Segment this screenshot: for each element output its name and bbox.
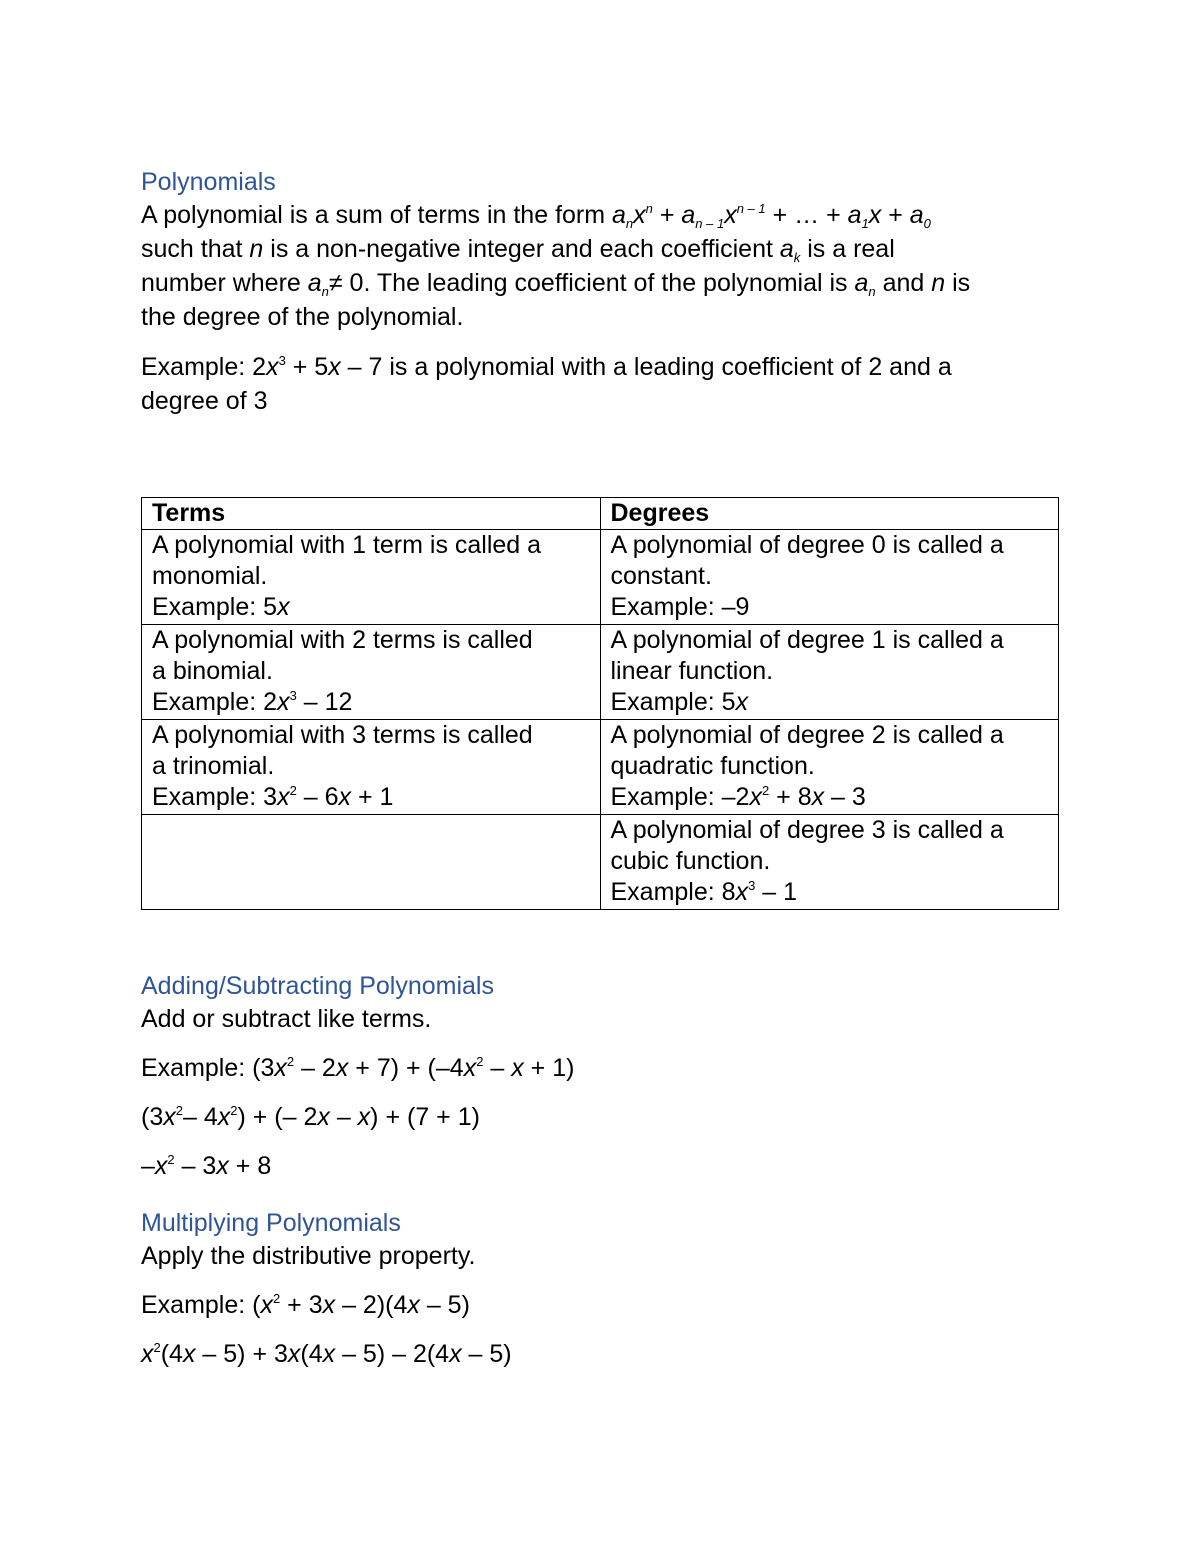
document-page xyxy=(141,166,1061,1371)
linear-cell: A polynomial of degree 1 is called a linear function. Example: 5x xyxy=(600,625,1059,720)
terms-header: Terms xyxy=(142,498,601,530)
adding-step-result: $-x^2 - 3x + 8$ xyxy=(141,1152,272,1180)
table-row xyxy=(142,530,1059,625)
table-row xyxy=(142,625,1059,720)
multiplying-description: Apply the distributive property. xyxy=(141,1242,476,1270)
adding-description: Add or subtract like terms. xyxy=(141,1005,432,1033)
trinomial-cell: A polynomial with 3 terms is called a trinomial. Example: $3x^2 - 6x + 1$ xyxy=(142,720,601,815)
table-row xyxy=(142,815,1059,910)
polynomials-heading: Polynomials xyxy=(141,168,276,196)
cubic-cell: A polynomial of degree 3 is called a cubic function. Example: $8x^3 - 1$ xyxy=(600,815,1059,910)
constant-cell: A polynomial of degree 0 is called a constant. Example: –9 xyxy=(600,530,1059,625)
multiplying-step-distributed: $x^2(4x - 5) + 3x(4x - 5) - 2(4x - 5)$ xyxy=(141,1340,512,1368)
binomial-cell: A polynomial with 2 terms is called a binomial. Example: $2x^3 - 12$ xyxy=(142,625,601,720)
empty-cell xyxy=(142,815,601,910)
polynomial-definition: A polynomial is a sum of terms in the form $a_nx^n + a_{n - 1}x^{n - 1}$ + … + $a_1x + a_0$ such that n is a non-negative integer and each coefficient $a_k$ is a real number where $a_n\ne 0$. The leading coefficient of the polynomial is $a_n$ and n is the degree of the polynomial. xyxy=(141,201,971,331)
adding-step-grouped: ($3x^2-$ $4x^2$) + (– 2x – x) + (7 + 1) xyxy=(141,1103,480,1131)
adding-example-line: Example: $(3x^2 - 2x + 7) + (-4x^2 - x + 1)$ xyxy=(141,1054,575,1082)
adding-subtracting-heading: Adding/Subtracting Polynomials xyxy=(141,972,494,1000)
table-row xyxy=(142,720,1059,815)
degrees-header: Degrees xyxy=(600,498,1059,530)
multiplying-heading: Multiplying Polynomials xyxy=(141,1209,401,1237)
monomial-cell: A polynomial with 1 term is called a monomial. Example: 5x xyxy=(142,530,601,625)
multiplying-example-line: Example: $(x^2 + 3x - 2)(4x - 5)$ xyxy=(141,1291,470,1319)
quadratic-cell: A polynomial of degree 2 is called a quadratic function. Example: $-2x^2 + 8x - 3$ xyxy=(600,720,1059,815)
terms-degrees-table xyxy=(141,497,1059,910)
table-header-row xyxy=(142,498,1059,530)
polynomial-example: Example: $2x^3 + 5x - 7$ is a polynomial with a leading coefficient of 2 and a degree of 3 xyxy=(141,353,952,415)
